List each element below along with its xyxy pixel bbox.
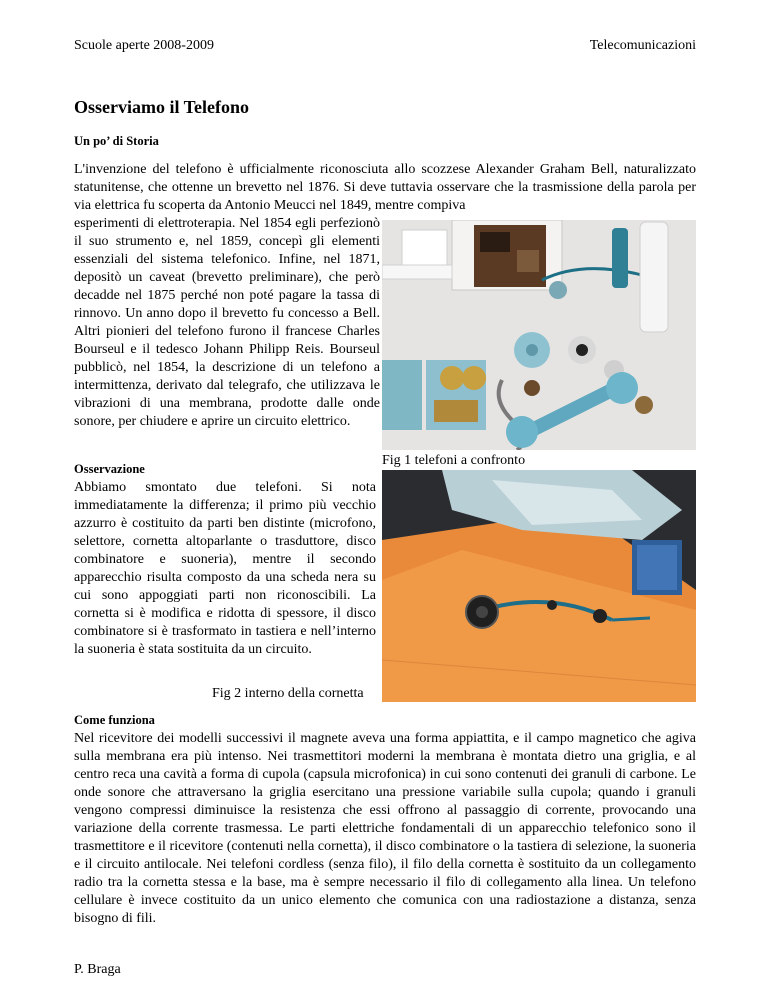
- figure-1-image: [382, 220, 696, 450]
- paragraph-osservazione: Abbiamo smontato due telefoni. Si nota immediatamente la differenza; il primo più vecchio azzurro è costituito da parti ben distinte (microfono, selettore, cornetta altoparlante o trasduttore, disco combinatore e suoneria), mentre il secondo apparecchio risulta composto da una scheda nera su cui sono appoggiati parti non riconoscibili. La cornetta si è modifica e ridotta di spessore, il disco combinatore si è trasformato in tastiera e nell’interno la suoneria è stata sostituita da un circuito.: [74, 480, 376, 657]
- paragraph-storia-intro: L'invenzione del telefono è ufficialmente riconosciuta allo scozzese Alexander Graham Bell, naturalizzato statunitense, che ottenne un brevetto nel 1876. Si deve tuttavia osservare che la trasmissione della parola per via elettrica fu scoperta da Antonio Meucci nel 1849, mentre compiva: [74, 162, 696, 213]
- figure-1-caption: Fig 1 telefoni a confronto: [382, 453, 526, 468]
- header-right: Telecomunicazioni: [589, 38, 696, 53]
- paragraph-come-funziona: Nel ricevitore dei modelli successivi il magnete aveva una forma appiattita, e il campo magnetico che agiva sulla membrana era più intenso. Nei trasmettitori moderni la membrana è montata dietro una griglia, e al centro reca una cavità a forma di cupola (capsula microfonica) in cui sono contenuti dei granuli di carbone. Le onde sonore che attraversano la griglia esercitano una pressione variabile sulla cupola; quando i granuli vengono compressi diminuisce la resistenza che essi offrono al passaggio di corrente, provocando una variazione della corrente trasmessa. Le parti elettriche fondamentali di un apparecchio telefonico sono il trasmettitore e il ricevitore (contenuti nella cornetta), il disco combinatore o la tastiera di selezione, la suoneria e il circuito antilocale. Nei telefoni cordless (senza filo), il filo della cornetta è sostituito da un collegamento radio tra la cornetta stessa e la base, ma è sempre necessario il filo di collegamento alla linea. Un telefono cellulare è invece costituito da un unico elemento che comunica con una radiostazione a distanza, senza bisogno di fili.: [74, 731, 696, 926]
- paragraph-storia-cont: esperimenti di elettroterapia. Nel 1854 egli perfezionò il suo strumento e, nel 1859, concepì gli elementi essenziali del sistema telefonico. Infine, nel 1871, depositò un caveat (brevetto preliminare), che però decadde nel 1875 perché non poté pagare la tassa di rinnovo. Un anno dopo il brevetto fu concesso a Bell. Altri pionieri del telefono furono il francese Charles Bourseul e il tedesco Johann Philipp Reis. Bourseul pubblicò, nel 1854, la descrizione di un telefono a intermittenza, derivato dal telegrafo, che utilizzava le vibrazioni di una membrana, prodotte dalle onde sonore, per chiudere e aprire un circuito elettrico.: [74, 216, 380, 429]
- section-heading-osservazione: Osservazione: [74, 462, 145, 476]
- author: P. Braga: [74, 962, 121, 977]
- page-title: Osserviamo il Telefono: [74, 97, 249, 117]
- section-heading-come-funziona: Come funziona: [74, 713, 155, 727]
- figure-2-caption: Fig 2 interno della cornetta: [212, 686, 364, 701]
- header-left: Scuole aperte 2008-2009: [74, 38, 214, 53]
- section-heading-storia: Un po’ di Storia: [74, 134, 159, 148]
- figure-2-image: [382, 470, 696, 702]
